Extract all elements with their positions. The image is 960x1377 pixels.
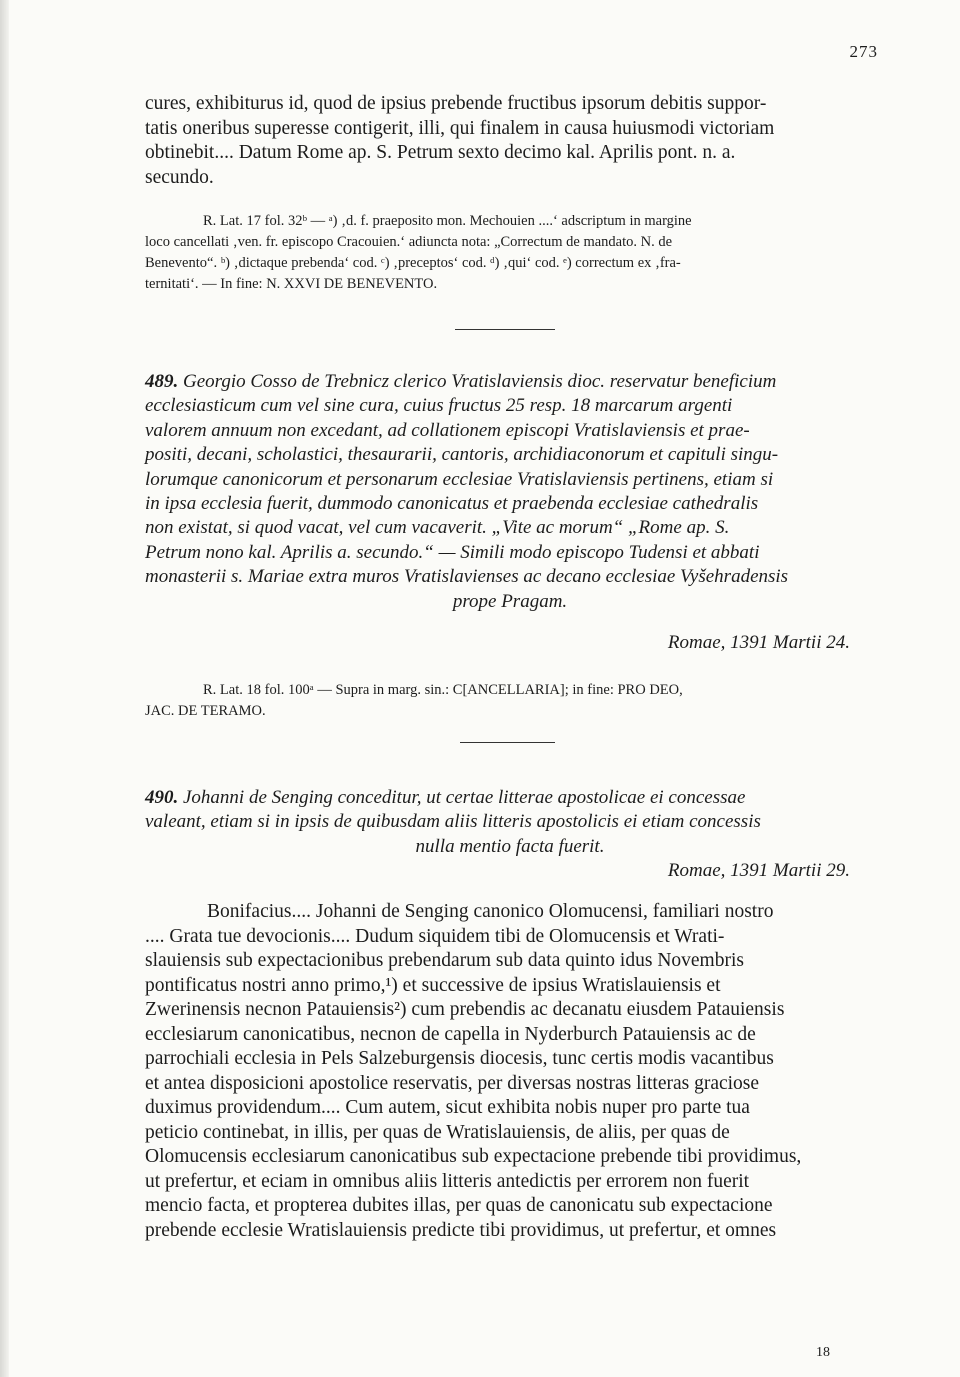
text-line: peticio continebat, in illis, per quas de Wratislauiensis, de aliis, per quas de [145,1121,730,1143]
text-line: lorumque canonicorum et personarum ecclesiae Vratislaviensis pertinens, etiam si [145,468,774,490]
note-line: ternitati‘. — In fine: N. XXVI DE BENEVENTO. [145,276,438,292]
text-line: mencio facta, et propterea dubites illas, per quas de canonicatu sub expectacione [145,1195,773,1216]
note-line: R. Lat. 17 fol. 32ᵇ — ᵃ) ‚d. f. praeposito mon. Mechouien ....‘ adscriptum in margine [203,213,692,229]
entry-number: 489. [145,371,179,392]
text-line: prope Pragam. [452,590,568,612]
text-line: duximus providendum.... Cum autem, sicut exhibita nobis nuper pro parte tua [145,1097,750,1118]
text-line: obtinebit.... Datum Rome ap. S. Petrum sexto decimo kal. Aprilis pont. n. a. [145,142,736,163]
text-line: monasterii s. Mariae extra muros Vratislavienses ac decano ecclesiae Vyšehradensis [145,566,789,588]
text-line: valorem annuum non excedant, ad collationem episcopi Vratislaviensis et prae- [145,419,750,441]
text-line: Petrum nono kal. Aprilis a. secundo.“ — Simili modo episcopo Tudensi et abbati [145,541,760,563]
note-line: JAC. DE TERAMO. [145,703,266,719]
text-line [145,786,875,810]
signature-mark: 18 [816,1345,830,1360]
section-divider [460,742,555,743]
text-line: non existat, si quod vacat, vel cum vacaverit. „Vite ac morum“ „Rome ap. S. [145,517,730,539]
text-line: tatis oneribus superesse contigerit, illi, qui finalem in causa huiusmodi victoriam [145,117,775,139]
entry-489-date: Romae, 1391 Martii 24. [667,632,850,653]
text-line: ecclesiarum canonicatibus, necnon de capella in Nyderburch Patauiensis ac de [145,1023,756,1045]
text-line: Zwerinensis necnon Patauiensis²) cum prebendis ac decanatu eiusdem Patauiensis [145,999,785,1020]
text-line [145,370,875,394]
text-line: ecclesiasticum cum vel sine cura, cuius fructus 25 resp. 18 marcarum argenti [145,395,733,417]
entry-490-text [145,900,875,1243]
text-line: slauiensis sub expectacionibus prebendarum sub data quinto idus Novembris [145,950,744,971]
text-line: cures, exhibiturus id, quod de ipsius prebende fructibus ipsorum debitis suppor- [145,93,767,114]
note-line: Benevento“. ᵇ) ‚dictaque prebenda‘ cod. ᶜ) ‚preceptos‘ cod. ᵈ) ‚qui‘ cod. ᵉ) correctum ex ‚fra- [145,255,681,271]
text-line: positi, decani, scholastici, thesaurarii, cantoris, archidiaconorum et capituli singu- [145,444,779,466]
text-line: in ipsa ecclesia fuerit, dummodo canonicatus et praebenda ecclesiae cathedralis [145,493,759,515]
text-line: prebende ecclesie Wratislauiensis predicte tibi providimus, ut prefertur, et omnes [145,1219,777,1241]
text-line: parrochiali ecclesia in Pels Salzeburgensis diocesis, tunc certis modis vacantibus [145,1048,774,1069]
page-number: 273 [849,42,878,61]
intro-paragraph [145,92,875,190]
text-line: Olomucensis ecclesiarum canonicatibus sub expectacione prebende tibi providimus, [145,1146,802,1167]
footnotes-block [145,211,875,295]
text-line: .... Grata tue devocionis.... Dudum siquidem tibi de Olomucensis et Wrati- [145,925,725,947]
text-span: Johanni de Senging conceditur, ut certae litterae apostolicae ei concessae [183,787,746,808]
entry-490-date: Romae, 1391 Martii 29. [667,860,850,881]
text-line: valeant, etiam si in ipsis de quibusdam aliis litteris apostolicis ei etiam concessis [145,811,761,833]
entry-number: 490. [145,787,179,808]
text-line: et antea disposicioni apostolice reservatis, per diversas nostras litteras graciose [145,1072,760,1094]
note-line: R. Lat. 18 fol. 100ᵃ — Supra in marg. sin.: C[ANCELLARIA]; in fine: PRO DEO, [203,682,683,698]
page-binding-edge [0,0,9,1377]
text-span: Georgio Cosso de Trebnicz clerico Vratislaviensis dioc. reservatur beneficium [183,371,777,392]
entry-489-regest [145,370,875,614]
text-line: secundo. [145,166,214,188]
entry-490-regest [145,786,875,859]
text-line: ut prefertur, et eciam in omnibus aliis litteris antedictis per errorem non fuerit [145,1170,750,1192]
text-line: nulla mentio facta fuerit. [415,835,605,857]
text-line: Bonifacius.... Johanni de Senging canonico Olomucensi, familiari nostro [207,901,774,922]
text-line: pontificatus nostri anno primo,¹) et successive de ipsius Wratislauiensis et [145,974,721,996]
note-line: loco cancellati ‚ven. fr. episcopo Cracouien.‘ adiuncta nota: „Correctum de mandato. N. de [145,234,673,250]
section-divider [455,329,555,330]
entry-489-notes [145,680,875,722]
